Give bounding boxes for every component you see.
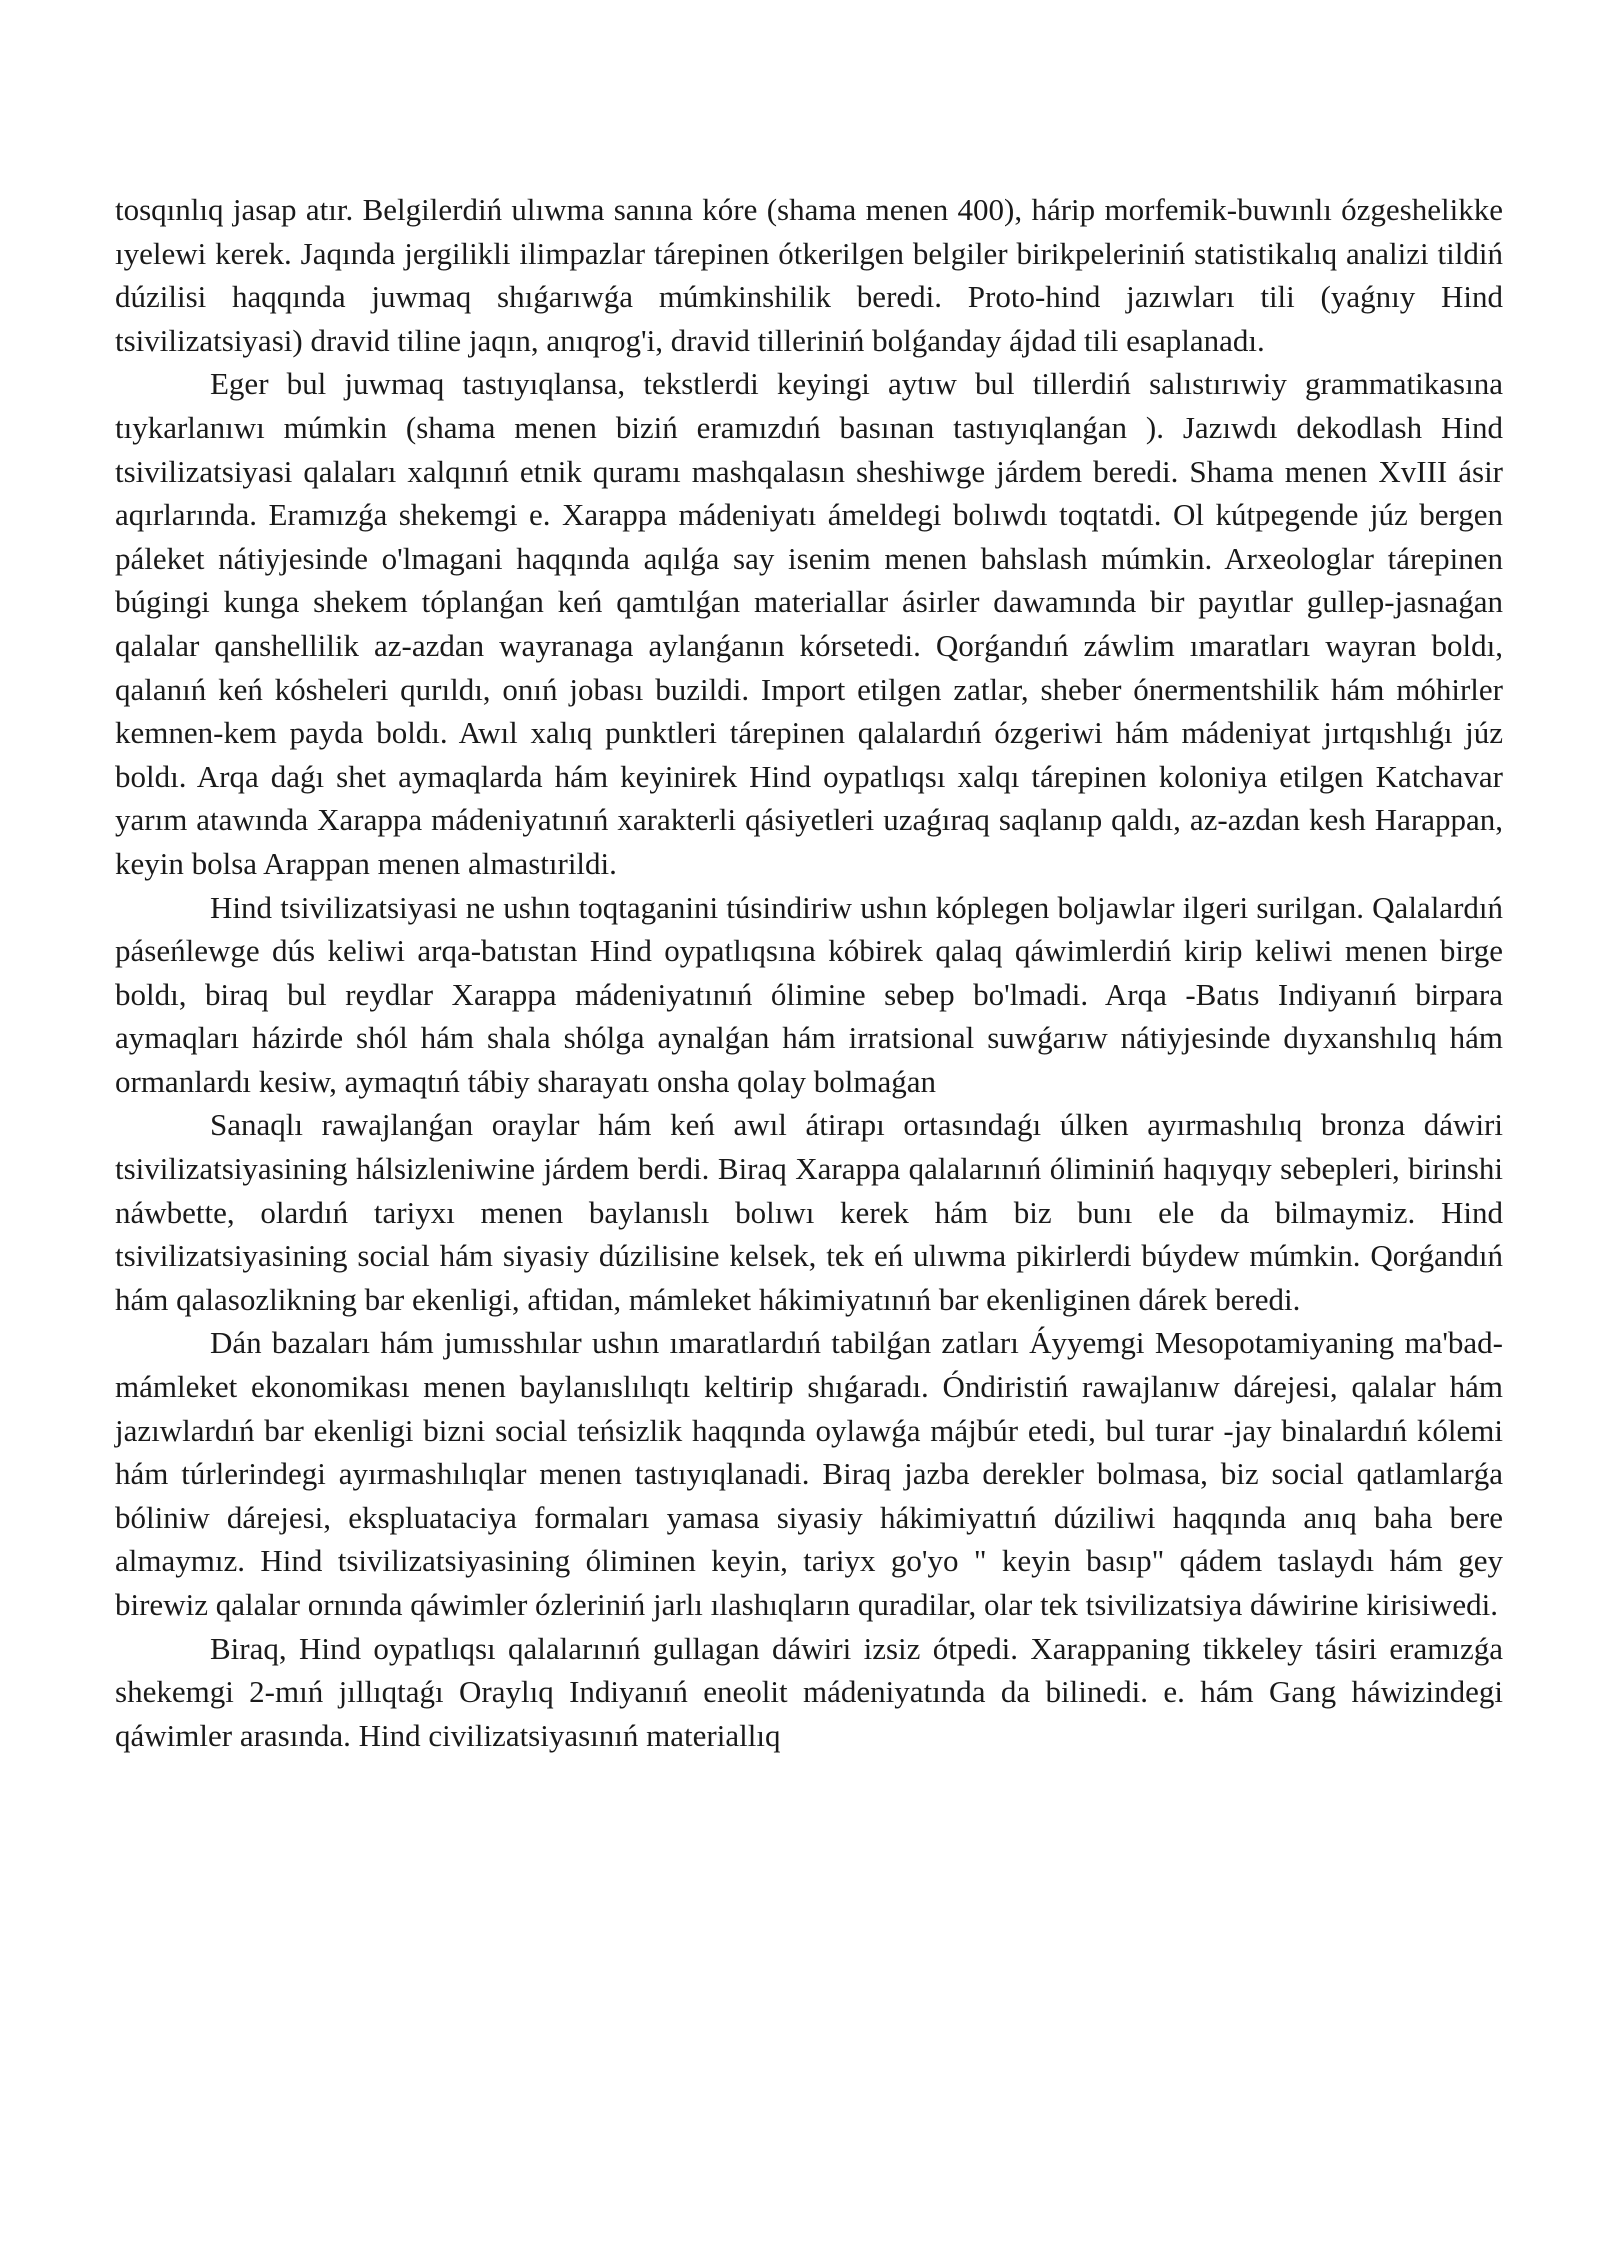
paragraph-2: Eger bul juwmaq tastıyıqlansa, tekstlerdi keyingi aytıw bul tillerdiń salıstırıwiy grammatikasına tıykarlanıwı múmkin (shama menen biziń eramızdıń basınan tastıyıqlanǵan ). Jazıwdı dekodlash Hind tsivilizatsiyasi qalaları xalqınıń etnik quramı mashqalasın sheshiwge járdem beredi. Shama menen XvIII ásir aqırlarında. Eramızǵa shekemgi e. Xarappa mádeniyatı ámeldegi bolıwdı toqtatdi. Ol kútpegende júz bergen páleket nátiyjesinde o'lmagani haqqında aqılǵa say isenim menen bahslash múmkin. Arxeologlar tárepinen búgingi kunga shekem tóplanǵan keń qamtılǵan materiallar ásirler dawamında bir payıtlar gullep-jasnaǵan qalalar qanshellilik az-azdan wayranaga aylanǵanın kórsetedi. Qorǵandıń záwlim ımaratları wayran boldı, qalanıń keń kósheleri qurıldı, onıń jobası buzildi. Import etilgen zatlar, sheber ónermentshilik hám móhirler kemnen-kem payda boldı. Awıl xalıq punktleri tárepinen qalalardıń ózgeriwi hám mádeniyat jırtqıshlıǵı júz boldı. Arqa daǵı shet aymaqlarda hám keyinirek Hind oypatlıqsı xalqı tárepinen koloniya etilgen Katchavar yarım atawında Xarappa mádeniyatınıń xarakterli qásiyetleri uzaǵıraq saqlanıp qaldı, az-azdan kesh Harappan, keyin bolsa Arappan menen almastırildi. (115, 366, 1503, 881)
paragraph-4: Sanaqlı rawajlanǵan oraylar hám keń awıl átirapı ortasındaǵı úlken ayırmashılıq bronza dáwiri tsivilizatsiyasining hálsizleniwine járdem berdi. Biraq Xarappa qalalarınıń óliminiń haqıyqıy sebepleri, birinshi náwbette, olardıń tariyxı menen baylanıslı bolıwı kerek hám biz bunı ele da bilmaymiz. Hind tsivilizatsiyasining social hám siyasiy dúzilisine kelsek, tek eń ulıwma pikirlerdi búydew múmkin. Qorǵandıń hám qalasozlikning bar ekenligi, aftidan, mámleket hákimiyatınıń bar ekenliginen dárek beredi. (115, 1107, 1503, 1317)
paragraph-3: Hind tsivilizatsiyasi ne ushın toqtaganini túsindiriw ushın kóplegen boljawlar ilgeri surilgan. Qalalardıń páseńlewge dús keliwi arqa-batıstan Hind oypatlıqsına kóbirek qalaq qáwimlerdiń kirip keliwi menen birge boldı, biraq bul reydlar Xarappa mádeniyatınıń ólimine sebep bo'lmadi. Arqa -Batıs Indiyanıń birpara aymaqları házirde shól hám shala shólga aynalǵan hám irratsional suwǵarıw nátiyjesinde dıyxanshılıq hám ormanlardı kesiw, aymaqtıń tábiy sharayatı onsha qolay bolmaǵan (115, 889, 1503, 1099)
document-page (115, 188, 1503, 1757)
paragraph-1: tosqınlıq jasap atır. Belgilerdiń ulıwma sanına kóre (shama menen 400), hárip morfemik-buwınlı ózgeshelikke ıyelewi kerek. Jaqında jergilikli ilimpazlar tárepinen ótkerilgen belgiler birikpeleriniń statistikalıq analizi tildiń dúzilisi haqqında juwmaq shıǵarıwǵa múmkinshilik beredi. Proto-hind jazıwları tili (yaǵnıy Hind tsivilizatsiyasi) dravid tiline jaqın, anıqrog'i, dravid tilleriniń bolǵanday ájdad tili esaplanadı. (115, 192, 1503, 358)
paragraph-6: Biraq, Hind oypatlıqsı qalalarınıń gullagan dáwiri izsiz ótpedi. Xarappaning tikkeley tásiri eramızǵa shekemgi 2-mıń jıllıqtaǵı Oraylıq Indiyanıń eneolit mádeniyatında da bilinedi. e. hám Gang háwizindegi qáwimler arasında. Hind civilizatsiyasınıń materiallıq (115, 1630, 1503, 1753)
paragraph-5: Dán bazaları hám jumısshılar ushın ımaratlardıń tabilǵan zatları Áyyemgi Mesopotamiyaning ma'bad-mámleket ekonomikası menen baylanıslılıqtı keltirip shıǵaradı. Óndiristiń rawajlanıw dárejesi, qalalar hám jazıwlardıń bar ekenligi bizni social teńsizlik haqqında oylawǵa májbúr etedi, bul turar -jay binalardıń kólemi hám túrlerindegi ayırmashılıqlar menen tastıyıqlanadi. Biraq jazba derekler bolmasa, biz social qatlamlarǵa bóliniw dárejesi, ekspluataciya formaları yamasa siyasiy hákimiyattıń dúziliwi haqqında anıq baha bere almaymız. Hind tsivilizatsiyasining óliminen keyin, tariyx go'yo " keyin basıp" qádem taslaydı hám gey birewiz qalalar ornında qáwimler ózleriniń jarlı ılashıqların quradilar, olar tek tsivilizatsiya dáwirine kirisiwedi. (115, 1325, 1503, 1622)
